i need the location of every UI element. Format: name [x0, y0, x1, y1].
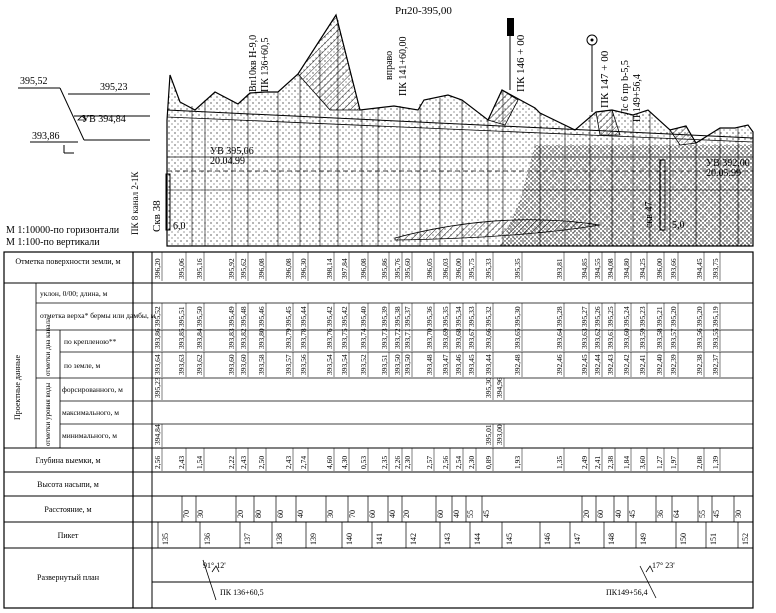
surface-cell: 395,06 — [177, 258, 186, 279]
picket-cell: 144 — [473, 533, 482, 545]
well-47-label: скв 47 — [644, 201, 655, 228]
benchmark-flag-icon — [507, 18, 514, 36]
distance-cell: 20 — [402, 510, 411, 518]
profile-start-label: ПК 8 канал 2-1К — [130, 171, 140, 235]
depth-cell: 2,54 — [454, 455, 463, 469]
bottom-fixed-cell: 393,58 — [655, 328, 664, 349]
picket-cell: 139 — [309, 533, 318, 545]
distance-cell: 40 — [452, 510, 461, 518]
well-38-label: Скв 38 — [151, 200, 163, 232]
bottom-fixed-cell: 393,78 — [299, 328, 308, 349]
bottom-ground-cell: 392,39 — [669, 354, 678, 375]
plan-angle-2: 17° 23' — [652, 561, 675, 570]
bench-cell: 395,40 — [359, 306, 368, 327]
bottom-ground-cell: 393,56 — [299, 354, 308, 375]
picket-cell: 138 — [275, 533, 284, 545]
surface-cell: 395,16 — [195, 258, 204, 279]
top-label-0: Вп10кв Н-9,0 — [248, 34, 259, 92]
surface-cell: 394,25 — [638, 258, 647, 279]
row-label-plan: Развернутый план — [37, 573, 99, 582]
bottom-ground-cell: 393,54 — [325, 354, 334, 375]
surface-cell: 394,85 — [580, 258, 589, 279]
bench-cell: 395,37 — [403, 306, 412, 327]
top-label-5: ПК 147 + 00 — [599, 50, 611, 108]
distance-cell: 45 — [628, 510, 637, 518]
bottom-fixed-cell: 393,66 — [484, 328, 493, 349]
bottom-fixed-cell: 393,72 — [393, 328, 402, 349]
picket-cell: 141 — [375, 533, 384, 545]
depth-cell: 1,39 — [711, 455, 720, 469]
benchmark-label: Рп20-395,00 — [395, 5, 452, 17]
plan-pk-1: ПК 136+60,5 — [220, 588, 264, 597]
row-label-fill: Высота насыпи, м — [37, 480, 99, 489]
row-label-w-forced: форсированного, м — [62, 385, 123, 394]
bottom-fixed-cell: 393,60 — [622, 328, 631, 349]
inset-elevation-2: 395,23 — [100, 82, 128, 93]
inset-elevation-1: 395,52 — [20, 76, 48, 87]
surface-cell: 395,75 — [467, 258, 476, 279]
distance-cell: 60 — [368, 510, 377, 518]
surface-cell: 394,45 — [695, 258, 704, 279]
bottom-fixed-cell: 393,63 — [580, 328, 589, 349]
surface-cell: 396,00 — [655, 258, 664, 279]
surface-cell: 396,05 — [425, 258, 434, 279]
bottom-ground-cell: 392,48 — [513, 354, 522, 375]
depth-cell: 0,53 — [359, 455, 368, 469]
bottom-ground-cell: 393,50 — [403, 354, 412, 375]
row-label-bench: отметка верха* бермы или дамбы, м — [40, 311, 156, 320]
distance-cell: 30 — [326, 510, 335, 518]
surface-cell: 395,33 — [484, 258, 493, 279]
bench-cell: 395,20 — [669, 306, 678, 327]
bench-cell: 395,36 — [425, 306, 434, 327]
picket-cell: 147 — [573, 533, 582, 545]
depth-cell: 2,50 — [257, 455, 266, 469]
data-table — [4, 252, 753, 608]
bench-cell: 395,23 — [638, 306, 647, 327]
depth-cell: 2,30 — [403, 455, 412, 469]
bottom-ground-cell: 393,46 — [454, 354, 463, 375]
w-max-cell: 394,84 — [153, 424, 162, 445]
bottom-fixed-cell: 393,61 — [606, 328, 615, 349]
bottom-ground-cell: 393,52 — [359, 354, 368, 375]
row-label-w-max: максимального, м — [62, 408, 119, 417]
row-label-depth: Глубина выемки, м — [35, 456, 101, 465]
top-label-3: ПК 141+60,00 — [398, 36, 409, 96]
distance-cell: 40 — [614, 510, 623, 518]
bottom-ground-cell: 393,64 — [153, 354, 162, 375]
distance-cell: 20 — [582, 510, 591, 518]
picket-cell: 135 — [161, 533, 170, 545]
bottom-fixed-cell: 393,79 — [284, 328, 293, 349]
picket-cell: 137 — [243, 533, 252, 545]
bottom-fixed-cell: 393,68 — [454, 328, 463, 349]
bottom-ground-cell: 393,63 — [177, 354, 186, 375]
surface-cell: 393,75 — [711, 258, 720, 279]
bench-cell: 395,20 — [695, 306, 704, 327]
bottom-ground-cell: 392,43 — [606, 354, 615, 375]
bottom-fixed-cell: 393,69 — [441, 328, 450, 349]
bottom-fixed-cell: 393,86 — [153, 328, 162, 349]
bench-cell: 395,38 — [393, 306, 402, 327]
depth-cell: 4,60 — [325, 455, 334, 469]
picket-cell: 142 — [409, 533, 418, 545]
inset-water-label: УВ 394,84 — [82, 114, 126, 125]
bottom-ground-cell: 393,58 — [257, 354, 266, 375]
depth-cell: 1,35 — [555, 455, 564, 469]
bench-cell: 395,21 — [655, 306, 664, 327]
bottom-ground-cell: 392,44 — [593, 354, 602, 375]
bottom-ground-cell: 393,51 — [380, 354, 389, 375]
surface-cell: 396,03 — [441, 258, 450, 279]
surface-cell: 394,80 — [622, 258, 631, 279]
well-47-depth: 5,0 — [672, 220, 685, 231]
depth-cell: 2,41 — [593, 455, 602, 469]
plan-row — [152, 560, 753, 600]
bench-cell: 395,35 — [441, 306, 450, 327]
row-label-bottom-ground: по земле, м — [64, 361, 101, 370]
bench-cell: 395,25 — [606, 306, 615, 327]
surface-cell: 396,00 — [454, 258, 463, 279]
depth-cell: 2,49 — [580, 455, 589, 469]
row-label-picket: Пикет — [57, 531, 79, 540]
top-label-4: ПК 146 + 00 — [515, 34, 527, 92]
bench-cell: 395,50 — [195, 306, 204, 327]
depth-cell: 2,08 — [695, 455, 704, 469]
bottom-ground-cell: 392,38 — [695, 354, 704, 375]
surface-cell: 397,84 — [340, 258, 349, 279]
bench-cell: 395,33 — [467, 306, 476, 327]
bench-cell: 395,42 — [325, 306, 334, 327]
row-label-surface: Отметка поверхности земли, м — [15, 257, 121, 266]
surface-cell: 396,08 — [257, 258, 266, 279]
water-left-level: УВ 395,06 — [210, 146, 254, 157]
distance-cell: 60 — [276, 510, 285, 518]
depth-cell: 2,74 — [299, 455, 308, 469]
depth-cell: 2,43 — [177, 455, 186, 469]
distance-cell: 70 — [348, 510, 357, 518]
row-label-water-group: отметки уровня воды — [44, 382, 52, 446]
bottom-fixed-cell: 393,59 — [638, 328, 647, 349]
bottom-ground-cell: 393,54 — [340, 354, 349, 375]
bench-cell: 395,51 — [177, 306, 186, 327]
water-right-level: УВ 392,00 — [706, 158, 750, 169]
depth-cell: 1,97 — [669, 455, 678, 469]
surface-cell: 393,81 — [555, 258, 564, 279]
picket-cell: 143 — [443, 533, 452, 545]
bottom-fixed-cell: 393,55 — [711, 328, 720, 349]
water-left-date: 20.04.99 — [210, 156, 245, 167]
bottom-fixed-cell: 393,65 — [513, 328, 522, 349]
bottom-fixed-cell: 393,75 — [340, 328, 349, 349]
inset-elevation-3: 393,86 — [32, 131, 60, 142]
w-max-cell: 395,01 — [484, 424, 493, 445]
plan-angle-1: 91° 12' — [203, 561, 226, 570]
row-label-slope: уклон, 0/00; длина, м — [40, 289, 108, 298]
row-label-bottom-group: отметки дна канала — [44, 317, 52, 376]
surface-cell: 395,62 — [239, 258, 248, 279]
picket-cell: 145 — [505, 533, 514, 545]
distance-cell: 64 — [672, 510, 681, 518]
bottom-ground-cell: 393,60 — [227, 354, 236, 375]
plan-pk-2: ПК149+56,4 — [606, 588, 648, 597]
distance-cell: 60 — [596, 510, 605, 518]
bench-cell: 395,26 — [593, 306, 602, 327]
depth-cell: 2,35 — [380, 455, 389, 469]
bottom-ground-cell: 392,42 — [622, 354, 631, 375]
distance-cell: 80 — [254, 510, 263, 518]
bottom-ground-cell: 392,45 — [580, 354, 589, 375]
bottom-ground-cell: 393,45 — [467, 354, 476, 375]
surface-cell: 395,86 — [380, 258, 389, 279]
bottom-fixed-cell: 393,67 — [467, 328, 476, 349]
bottom-ground-cell: 393,57 — [284, 354, 293, 375]
surface-cell: 396,08 — [284, 258, 293, 279]
picket-cell: 146 — [543, 533, 552, 545]
bottom-fixed-cell: 393,76 — [325, 328, 334, 349]
top-label-6: Лс 6 пр b-5,5 — [620, 60, 631, 115]
profile-section — [167, 5, 753, 246]
surface-cell: 395,92 — [227, 258, 236, 279]
row-label-bottom-fixed: по крепленою** — [64, 337, 117, 346]
bench-cell: 395,52 — [153, 306, 162, 327]
surface-cell: 393,66 — [669, 258, 678, 279]
bottom-fixed-cell: 393,71 — [403, 328, 412, 349]
surface-cell: 394,55 — [593, 258, 602, 279]
top-label-7: П 149+56,4 — [632, 74, 643, 122]
distance-cell: 55 — [466, 510, 475, 518]
bench-cell: 395,19 — [711, 306, 720, 327]
distance-cell: 36 — [656, 510, 665, 518]
surface-cell: 396,08 — [359, 258, 368, 279]
w-forced-cell: 395,23 — [153, 377, 162, 398]
depth-cell: 3,60 — [638, 455, 647, 469]
distance-cell: 40 — [388, 510, 397, 518]
bench-cell: 395,49 — [227, 306, 236, 327]
bench-cell: 395,32 — [484, 306, 493, 327]
bottom-fixed-cell: 393,84 — [195, 328, 204, 349]
distance-cell: 70 — [182, 510, 191, 518]
bottom-fixed-cell: 393,70 — [425, 328, 434, 349]
bottom-fixed-cell: 393,82 — [239, 328, 248, 349]
distance-cell: 45 — [712, 510, 721, 518]
bench-cell: 395,39 — [380, 306, 389, 327]
surface-cell: 395,35 — [513, 258, 522, 279]
bottom-fixed-cell: 393,62 — [593, 328, 602, 349]
w-forced-cell: 394,96 — [495, 377, 504, 398]
inset-cross-section — [18, 76, 150, 153]
depth-cell: 1,27 — [655, 455, 664, 469]
bench-cell: 395,46 — [257, 306, 266, 327]
surface-cell: 396,20 — [153, 258, 162, 279]
depth-cell: 2,56 — [153, 455, 162, 469]
distance-cell: 45 — [482, 510, 491, 518]
picket-cell: 136 — [203, 533, 212, 545]
distance-cell: 60 — [436, 510, 445, 518]
bench-cell: 395,45 — [284, 306, 293, 327]
bottom-fixed-cell: 393,73 — [380, 328, 389, 349]
picket-cell: 148 — [607, 533, 616, 545]
bench-cell: 395,42 — [340, 306, 349, 327]
w-max-cell: 393,00 — [495, 424, 504, 445]
depth-cell: 2,57 — [425, 455, 434, 469]
scale-horizontal: М 1:10000-по горизонтали — [6, 225, 120, 236]
depth-cell: 0,89 — [484, 455, 493, 469]
surface-cell: 398,14 — [325, 258, 334, 279]
water-right-date: 20.05.99 — [706, 168, 741, 179]
surface-cell: 395,76 — [393, 258, 402, 279]
picket-cell: 140 — [345, 533, 354, 545]
surface-cell: 394,08 — [606, 258, 615, 279]
bench-cell: 395,34 — [454, 306, 463, 327]
bottom-ground-cell: 392,37 — [711, 354, 720, 375]
bottom-ground-cell: 393,50 — [393, 354, 402, 375]
bottom-fixed-cell: 393,57 — [669, 328, 678, 349]
depth-cell: 1,93 — [513, 455, 522, 469]
scale-vertical: М 1:100-по вертикали — [6, 237, 100, 248]
picket-cell: 151 — [709, 533, 718, 545]
depth-cell: 2,38 — [606, 455, 615, 469]
bench-cell: 395,48 — [239, 306, 248, 327]
depth-cell: 4,30 — [340, 455, 349, 469]
bottom-ground-cell: 392,46 — [555, 354, 564, 375]
surface-cell: 395,60 — [403, 258, 412, 279]
distance-cell: 20 — [236, 510, 245, 518]
depth-cell: 2,22 — [227, 455, 236, 469]
bottom-fixed-cell: 393,74 — [359, 328, 368, 349]
picket-cell: 152 — [741, 533, 750, 545]
bottom-ground-cell: 393,47 — [441, 354, 450, 375]
w-forced-cell: 395,30 — [484, 377, 493, 398]
row-label-distance: Расстояние, м — [44, 505, 92, 514]
distance-cell: 40 — [296, 510, 305, 518]
depth-cell: 1,84 — [622, 455, 631, 469]
bottom-fixed-cell: 393,80 — [257, 328, 266, 349]
bench-cell: 395,30 — [513, 306, 522, 327]
depth-cell: 2,56 — [441, 455, 450, 469]
bottom-ground-cell: 393,44 — [484, 354, 493, 375]
surface-cell: 396,30 — [299, 258, 308, 279]
distance-cell: 55 — [698, 510, 707, 518]
bottom-fixed-cell: 393,85 — [177, 328, 186, 349]
row-label-w-min: минимального, м — [62, 431, 117, 440]
bottom-ground-cell: 392,40 — [655, 354, 664, 375]
picket-cell: 150 — [679, 533, 688, 545]
bench-cell: 395,27 — [580, 306, 589, 327]
distance-cell: 30 — [734, 510, 743, 518]
bench-cell: 395,28 — [555, 306, 564, 327]
top-label-1: ПК 136+60,5 — [260, 37, 271, 92]
depth-cell: 1,54 — [195, 455, 204, 469]
table-cells — [153, 252, 750, 548]
depth-cell: 2,26 — [393, 455, 402, 469]
bottom-ground-cell: 393,48 — [425, 354, 434, 375]
depth-cell: 2,43 — [284, 455, 293, 469]
top-label-2: вправо — [384, 50, 395, 80]
row-label-design-group: Проектные данные — [13, 354, 22, 420]
bottom-fixed-cell: 393,83 — [227, 328, 236, 349]
bench-cell: 395,24 — [622, 306, 631, 327]
bottom-fixed-cell: 393,56 — [695, 328, 704, 349]
depth-cell: 2,43 — [239, 455, 248, 469]
depth-cell: 2,30 — [467, 455, 476, 469]
bottom-ground-cell: 393,60 — [239, 354, 248, 375]
bottom-ground-cell: 393,62 — [195, 354, 204, 375]
bench-cell: 395,44 — [299, 306, 308, 327]
bottom-fixed-cell: 393,64 — [555, 328, 564, 349]
picket-cell: 149 — [639, 533, 648, 545]
distance-cell: 30 — [196, 510, 205, 518]
bottom-ground-cell: 392,41 — [638, 354, 647, 375]
